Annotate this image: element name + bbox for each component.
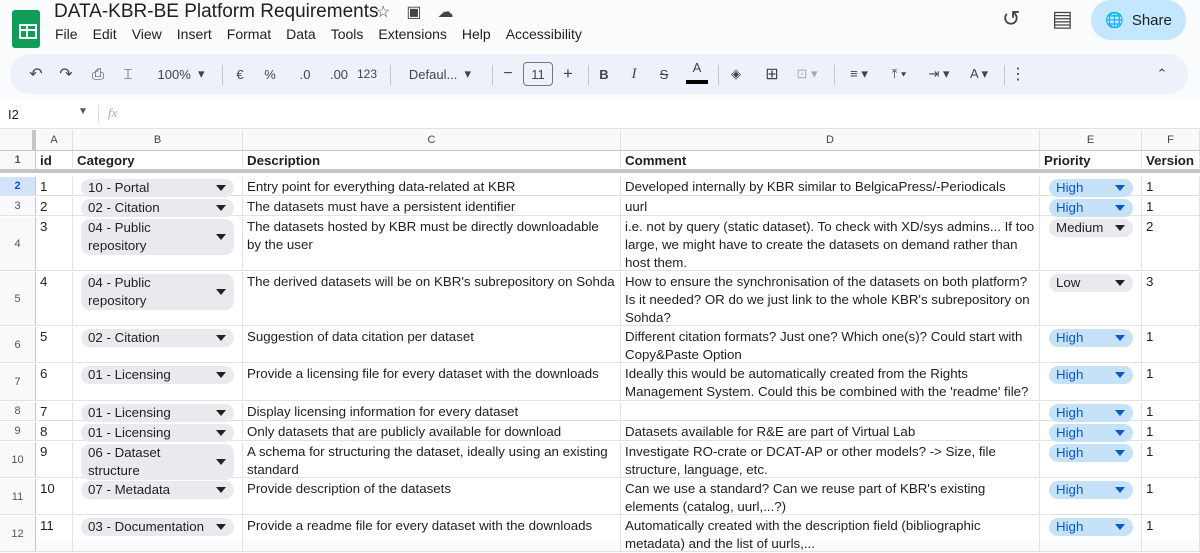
priority-value: High bbox=[1056, 445, 1084, 460]
priority-cell[interactable] bbox=[1040, 217, 1142, 270]
dropdown-arrow-icon[interactable] bbox=[1115, 280, 1125, 286]
priority-value: High bbox=[1056, 519, 1084, 534]
priority-value: Medium bbox=[1056, 220, 1104, 235]
category-dropdown-chip[interactable] bbox=[81, 424, 234, 442]
dropdown-arrow-icon[interactable] bbox=[1115, 450, 1125, 456]
menu-bar bbox=[55, 26, 582, 42]
menu-edit[interactable]: Edit bbox=[92, 26, 117, 42]
comment-cell[interactable]: Different citation formats? Just one? Which one(s)? Could start with Copy&Paste Option bbox=[621, 327, 1040, 362]
currency-button[interactable]: € bbox=[236, 66, 244, 82]
menu-insert[interactable]: Insert bbox=[176, 26, 212, 42]
version-cell[interactable]: 1 bbox=[1142, 516, 1200, 551]
row-header-7[interactable]: 7 bbox=[0, 364, 36, 400]
row-header-12[interactable]: 12 bbox=[0, 516, 36, 551]
description-cell[interactable]: The derived datasets will be on KBR's subrepository on Sohda bbox=[243, 272, 621, 325]
dropdown-arrow-icon[interactable] bbox=[1115, 335, 1125, 341]
priority-dropdown-chip[interactable] bbox=[1049, 518, 1133, 536]
table-row bbox=[0, 364, 1200, 401]
select-all-corner[interactable] bbox=[0, 130, 36, 151]
globe-icon: 🌐 bbox=[1105, 12, 1124, 29]
dropdown-arrow-icon[interactable] bbox=[216, 289, 226, 295]
priority-dropdown-chip[interactable] bbox=[1049, 404, 1133, 422]
description-cell[interactable]: Entry point for everything data-related at KBR bbox=[243, 177, 621, 195]
version-cell[interactable]: 1 bbox=[1142, 402, 1200, 420]
menu-format[interactable]: Format bbox=[226, 26, 272, 42]
menu-file[interactable]: File bbox=[55, 26, 78, 42]
font-size-input[interactable]: 11 bbox=[523, 62, 553, 86]
id-cell[interactable]: 5 bbox=[36, 327, 73, 362]
row-header-6[interactable]: 6 bbox=[0, 327, 36, 362]
description-cell[interactable]: Provide a licensing file for every dataset with the downloads bbox=[243, 364, 621, 400]
decrease-font-size-button[interactable]: − bbox=[503, 65, 513, 82]
row-header-3[interactable]: 3 bbox=[0, 197, 36, 215]
star-icon[interactable]: ☆ bbox=[376, 4, 391, 21]
comment-cell[interactable] bbox=[621, 402, 1040, 420]
priority-value: High bbox=[1056, 330, 1084, 345]
header-priority[interactable]: Priority bbox=[1040, 151, 1142, 169]
dropdown-arrow-icon[interactable] bbox=[1115, 487, 1125, 493]
header-category[interactable]: Category bbox=[73, 151, 243, 169]
description-cell[interactable]: Only datasets that are publicly available for download bbox=[243, 422, 621, 440]
italic-button[interactable]: I bbox=[631, 65, 637, 82]
dropdown-arrow-icon[interactable] bbox=[216, 430, 226, 436]
priority-cell[interactable] bbox=[1040, 402, 1142, 420]
category-dropdown-chip[interactable] bbox=[81, 404, 234, 422]
category-value: 04 - Public repository bbox=[88, 275, 151, 308]
table-row bbox=[0, 327, 1200, 363]
redo-icon[interactable]: ↷ bbox=[59, 66, 73, 83]
priority-value: High bbox=[1056, 425, 1084, 440]
paint-format-icon[interactable]: ⌶ bbox=[123, 65, 133, 83]
table-row bbox=[0, 217, 1200, 271]
decrease-decimal-button[interactable]: .0 bbox=[299, 66, 311, 82]
share-button[interactable] bbox=[1091, 0, 1186, 40]
category-cell[interactable] bbox=[73, 327, 243, 362]
priority-cell[interactable] bbox=[1040, 442, 1142, 477]
version-cell[interactable]: 1 bbox=[1142, 364, 1200, 400]
formula-input[interactable] bbox=[135, 104, 1185, 124]
zoom-value: 100% bbox=[157, 66, 191, 82]
description-cell[interactable]: Provide a readme file for every dataset with the downloads bbox=[243, 516, 621, 551]
dropdown-arrow-icon[interactable] bbox=[216, 487, 226, 493]
row-header-5[interactable]: 5 bbox=[0, 272, 36, 325]
priority-cell[interactable] bbox=[1040, 197, 1142, 215]
id-cell[interactable]: 6 bbox=[36, 364, 73, 400]
row-header-9[interactable]: 9 bbox=[0, 422, 36, 440]
document-title[interactable]: DATA-KBR-BE Platform Requirements bbox=[54, 1, 379, 22]
priority-dropdown-chip[interactable] bbox=[1049, 481, 1133, 499]
priority-cell[interactable] bbox=[1040, 479, 1142, 514]
category-dropdown-chip[interactable] bbox=[81, 366, 234, 384]
toolbar bbox=[10, 54, 1188, 94]
comments-icon[interactable]: ▤ bbox=[1052, 6, 1073, 31]
category-cell[interactable] bbox=[73, 217, 243, 270]
table-row bbox=[0, 516, 1200, 552]
dropdown-arrow-icon[interactable] bbox=[1115, 410, 1125, 416]
header-row bbox=[0, 151, 1200, 173]
fill-color-icon[interactable]: ◈ bbox=[731, 66, 741, 81]
category-value: 06 - Dataset structure bbox=[88, 445, 161, 478]
percent-button[interactable]: % bbox=[264, 66, 276, 82]
category-dropdown-chip[interactable] bbox=[81, 274, 234, 310]
category-value: 07 - Metadata bbox=[88, 482, 171, 497]
dropdown-arrow-icon[interactable] bbox=[216, 205, 226, 211]
dropdown-arrow-icon[interactable] bbox=[216, 335, 226, 341]
dropdown-arrow-icon[interactable] bbox=[1115, 430, 1125, 436]
collapse-toolbar-icon[interactable]: ⌃ bbox=[1156, 66, 1168, 81]
version-cell[interactable]: 1 bbox=[1142, 327, 1200, 362]
priority-value: High bbox=[1056, 200, 1084, 215]
priority-dropdown-chip[interactable] bbox=[1049, 274, 1133, 292]
priority-value: Low bbox=[1056, 275, 1081, 290]
priority-cell[interactable] bbox=[1040, 364, 1142, 400]
dropdown-arrow-icon[interactable] bbox=[216, 524, 226, 530]
text-rotation-icon[interactable]: A ▾ bbox=[969, 66, 989, 81]
category-value: 01 - Licensing bbox=[88, 367, 171, 382]
version-cell[interactable]: 1 bbox=[1142, 442, 1200, 477]
row-header-8[interactable]: 8 bbox=[0, 402, 36, 420]
version-cell[interactable]: 2 bbox=[1142, 217, 1200, 270]
menu-help[interactable]: Help bbox=[461, 26, 491, 42]
priority-cell[interactable] bbox=[1040, 422, 1142, 440]
id-cell[interactable]: 11 bbox=[36, 516, 73, 551]
priority-dropdown-chip[interactable] bbox=[1049, 444, 1133, 462]
text-color-button[interactable]: A bbox=[686, 54, 708, 84]
comment-cell[interactable]: Datasets available for R&E are part of Virtual Lab bbox=[621, 422, 1040, 440]
comment-cell[interactable]: Can we use a standard? Can we reuse part of KBR's existing elements (catalog, uurl,...?) bbox=[621, 479, 1040, 514]
priority-dropdown-chip[interactable] bbox=[1049, 329, 1133, 347]
priority-dropdown-chip[interactable] bbox=[1049, 219, 1133, 237]
category-cell[interactable] bbox=[73, 516, 243, 551]
name-box-dropdown-icon[interactable]: ▼ bbox=[78, 106, 88, 117]
table-row bbox=[0, 402, 1200, 421]
description-cell[interactable]: Provide description of the datasets bbox=[243, 479, 621, 514]
menu-view[interactable]: View bbox=[131, 26, 162, 42]
version-cell[interactable]: 1 bbox=[1142, 197, 1200, 215]
category-value: 04 - Public repository bbox=[88, 220, 151, 253]
table-row bbox=[0, 272, 1200, 326]
description-cell[interactable]: Display licensing information for every dataset bbox=[243, 402, 621, 420]
row-header-11[interactable]: 11 bbox=[0, 479, 36, 514]
menu-extensions[interactable]: Extensions bbox=[378, 26, 447, 42]
vertical-align-icon[interactable]: ⤒ ▾ bbox=[891, 66, 907, 81]
row-header-4[interactable]: 4 bbox=[0, 217, 36, 270]
cloud-status-icon[interactable]: ☁ bbox=[437, 4, 454, 21]
comment-cell[interactable]: Investigate RO-crate or DCAT-AP or other models? -> Size, file structure, language, etc. bbox=[621, 442, 1040, 477]
comment-cell[interactable]: Developed internally by KBR similar to BelgicaPress/-Periodicals bbox=[621, 177, 1040, 195]
table-row bbox=[0, 422, 1200, 441]
category-cell[interactable] bbox=[73, 442, 243, 477]
text-wrap-icon[interactable]: ⇥ ▾ bbox=[928, 66, 950, 81]
priority-value: High bbox=[1056, 405, 1084, 420]
column-header-A[interactable]: A bbox=[36, 130, 73, 151]
priority-dropdown-chip[interactable] bbox=[1049, 424, 1133, 442]
dropdown-arrow-icon[interactable] bbox=[216, 459, 226, 465]
row-header-1[interactable]: 1 bbox=[0, 151, 36, 169]
category-cell[interactable] bbox=[73, 272, 243, 325]
dropdown-arrow-icon[interactable] bbox=[216, 185, 226, 191]
version-cell[interactable]: 1 bbox=[1142, 422, 1200, 440]
column-header-C[interactable]: C bbox=[243, 130, 621, 151]
id-cell[interactable]: 9 bbox=[36, 442, 73, 477]
category-dropdown-chip[interactable] bbox=[81, 179, 234, 197]
font-value: Defaul... bbox=[408, 66, 458, 82]
table-row bbox=[0, 197, 1200, 216]
row-header-2[interactable]: 2 bbox=[0, 177, 36, 195]
priority-cell[interactable] bbox=[1040, 272, 1142, 325]
undo-icon[interactable]: ↶ bbox=[29, 66, 43, 83]
borders-icon[interactable]: ⊞ bbox=[765, 66, 779, 83]
id-cell[interactable]: 4 bbox=[36, 272, 73, 325]
category-dropdown-chip[interactable] bbox=[81, 219, 234, 255]
spreadsheet-grid[interactable] bbox=[0, 130, 1200, 551]
table-row bbox=[0, 177, 1200, 196]
number-format-button[interactable]: 123 bbox=[356, 67, 378, 81]
column-header-D[interactable]: D bbox=[621, 130, 1040, 151]
priority-dropdown-chip[interactable] bbox=[1049, 179, 1133, 197]
category-dropdown-chip[interactable] bbox=[81, 199, 234, 217]
category-cell[interactable] bbox=[73, 197, 243, 215]
row-header-10[interactable]: 10 bbox=[0, 442, 36, 477]
print-icon[interactable]: ⎙ bbox=[91, 65, 104, 83]
share-label: Share bbox=[1131, 11, 1172, 29]
category-value: 01 - Licensing bbox=[88, 425, 171, 440]
id-cell[interactable]: 2 bbox=[36, 197, 73, 215]
sheets-logo[interactable] bbox=[12, 10, 40, 48]
id-cell[interactable]: 8 bbox=[36, 422, 73, 440]
column-header-E[interactable]: E bbox=[1040, 130, 1142, 151]
priority-dropdown-chip[interactable] bbox=[1049, 366, 1133, 384]
strikethrough-icon[interactable]: S bbox=[659, 66, 669, 82]
priority-value: High bbox=[1056, 180, 1084, 195]
id-cell[interactable]: 7 bbox=[36, 402, 73, 420]
increase-font-size-button[interactable]: + bbox=[563, 64, 573, 83]
version-cell[interactable]: 3 bbox=[1142, 272, 1200, 325]
name-box[interactable]: I2 bbox=[8, 107, 19, 122]
dropdown-arrow-icon[interactable] bbox=[216, 234, 226, 240]
priority-cell[interactable] bbox=[1040, 327, 1142, 362]
category-cell[interactable] bbox=[73, 177, 243, 195]
description-cell[interactable]: A schema for structuring the dataset, ideally using an existing standard bbox=[243, 442, 621, 477]
priority-value: High bbox=[1056, 367, 1084, 382]
comment-cell[interactable]: Ideally this would be automatically created from the Rights Management System. Could this be combined with the 'readme' file? bbox=[621, 364, 1040, 400]
category-cell[interactable] bbox=[73, 364, 243, 400]
priority-cell[interactable] bbox=[1040, 177, 1142, 195]
dropdown-arrow-icon[interactable] bbox=[1115, 205, 1125, 211]
priority-value: High bbox=[1056, 482, 1084, 497]
category-value: 01 - Licensing bbox=[88, 405, 171, 420]
fx-icon: fx bbox=[108, 105, 118, 120]
priority-cell[interactable] bbox=[1040, 516, 1142, 551]
increase-decimal-button[interactable]: .00 bbox=[329, 66, 349, 82]
dropdown-arrow-icon[interactable] bbox=[1115, 225, 1125, 231]
category-value: 02 - Citation bbox=[88, 330, 160, 345]
category-dropdown-chip[interactable] bbox=[81, 329, 234, 347]
dropdown-arrow-icon[interactable] bbox=[1115, 524, 1125, 530]
header-id[interactable]: id bbox=[36, 151, 73, 169]
table-row bbox=[0, 442, 1200, 478]
font-select[interactable]: Defaul... ▾ bbox=[408, 66, 472, 82]
version-history-icon[interactable]: ↺ bbox=[1002, 6, 1021, 31]
column-header-B[interactable]: B bbox=[73, 130, 243, 151]
table-row bbox=[0, 479, 1200, 515]
dropdown-arrow-icon[interactable] bbox=[216, 410, 226, 416]
category-dropdown-chip[interactable] bbox=[81, 481, 234, 499]
menu-accessibility[interactable]: Accessibility bbox=[505, 26, 582, 42]
description-cell[interactable]: Suggestion of data citation per dataset bbox=[243, 327, 621, 362]
version-cell[interactable]: 1 bbox=[1142, 479, 1200, 514]
dropdown-arrow-icon[interactable] bbox=[216, 372, 226, 378]
category-cell[interactable] bbox=[73, 402, 243, 420]
category-cell[interactable] bbox=[73, 422, 243, 440]
dropdown-arrow-icon[interactable] bbox=[1115, 372, 1125, 378]
version-cell[interactable]: 1 bbox=[1142, 177, 1200, 195]
horizontal-align-icon[interactable]: ≡ ▾ bbox=[850, 66, 868, 81]
priority-dropdown-chip[interactable] bbox=[1049, 199, 1133, 217]
id-cell[interactable]: 3 bbox=[36, 217, 73, 270]
description-cell[interactable]: The datasets must have a persistent identifier bbox=[243, 197, 621, 215]
category-dropdown-chip[interactable] bbox=[81, 444, 234, 480]
zoom-select[interactable]: 100% ▾ bbox=[157, 66, 205, 82]
comment-cell[interactable]: Automatically created with the description field (bibliographic metadata) and the list of uurls,... bbox=[621, 516, 1040, 551]
header-version[interactable]: Version bbox=[1142, 151, 1200, 169]
bold-button[interactable]: B bbox=[599, 66, 609, 82]
category-value: 10 - Portal bbox=[88, 180, 150, 195]
category-dropdown-chip[interactable] bbox=[81, 518, 234, 536]
column-header-F[interactable]: F bbox=[1142, 130, 1200, 151]
comment-cell[interactable]: uurl bbox=[621, 197, 1040, 215]
category-value: 03 - Documentation bbox=[88, 519, 205, 534]
category-cell[interactable] bbox=[73, 479, 243, 514]
dropdown-arrow-icon[interactable] bbox=[1115, 185, 1125, 191]
more-options-icon[interactable]: ⋮ bbox=[1010, 66, 1026, 83]
move-folder-icon[interactable]: ▣ bbox=[406, 4, 422, 21]
menu-tools[interactable]: Tools bbox=[330, 26, 364, 42]
id-cell[interactable]: 10 bbox=[36, 479, 73, 514]
merge-cells-icon[interactable]: ⊡ ▾ bbox=[796, 66, 818, 81]
header-description[interactable]: Description bbox=[243, 151, 621, 169]
header-comment[interactable]: Comment bbox=[621, 151, 1040, 169]
menu-data[interactable]: Data bbox=[286, 26, 316, 42]
category-value: 02 - Citation bbox=[88, 200, 160, 215]
formula-bar bbox=[0, 100, 1200, 129]
description-cell[interactable]: The datasets hosted by KBR must be directly downloadable by the user bbox=[243, 217, 621, 270]
id-cell[interactable]: 1 bbox=[36, 177, 73, 195]
comment-cell[interactable]: How to ensure the synchronisation of the datasets on both platform? Is it needed? OR do we just link to the whole KBR's subrepository on Sohda? bbox=[621, 272, 1040, 325]
comment-cell[interactable]: i.e. not by query (static dataset). To check with XD/sys admins... If too large, we might have to create the datasets on demand rather than host them. bbox=[621, 217, 1040, 270]
